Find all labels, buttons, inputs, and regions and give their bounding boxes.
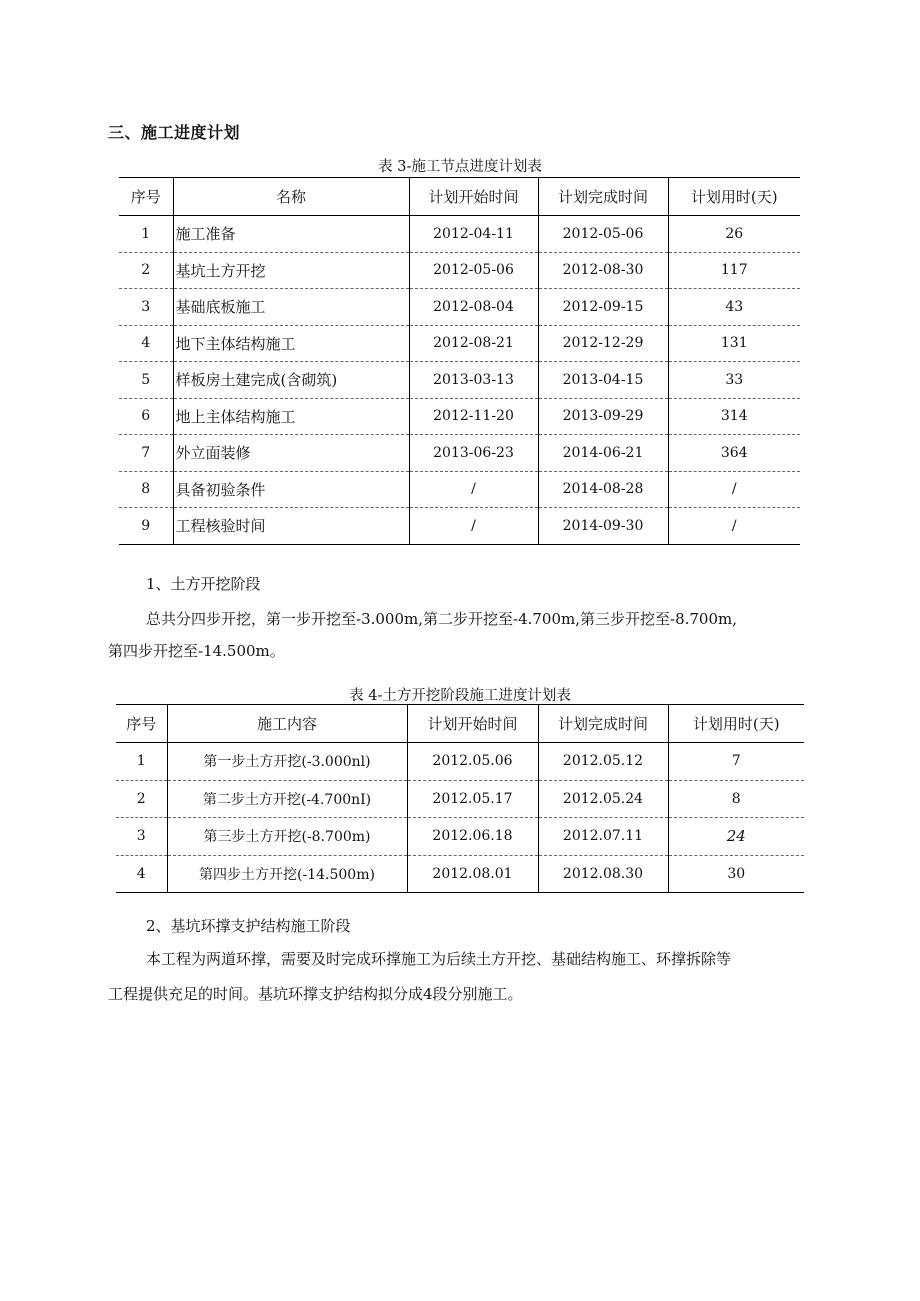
task-name: 地上主体结构施工: [173, 398, 409, 435]
start-date: 2012.05.17: [407, 780, 538, 818]
earthwork-heading: 1、土方开挖阶段: [146, 575, 261, 593]
table-row: [116, 818, 804, 856]
task-name: 样板房土建完成(含砌筑): [173, 362, 409, 399]
header-cell: 计划用时(天): [668, 178, 800, 216]
duration-days: /: [668, 508, 800, 545]
table-header-row: [116, 705, 804, 743]
earthwork-text-line: 第四步开挖至-14.500m。: [108, 642, 285, 660]
table-row: [119, 362, 800, 399]
work-content: 第四步土方开挖(-14.500m): [167, 855, 407, 893]
node-schedule-table: [119, 177, 800, 545]
table-row: [119, 471, 800, 508]
section-title: 三、施工进度计划: [108, 123, 241, 142]
start-date: 2012-08-21: [409, 325, 538, 362]
start-date: 2012-05-06: [409, 252, 538, 289]
duration-days: /: [668, 471, 800, 508]
duration-days: 33: [668, 362, 800, 399]
start-date: 2013-03-13: [409, 362, 538, 399]
header-cell: 序号: [119, 178, 173, 216]
header-cell: 计划用时(天): [668, 705, 804, 743]
row-index: 1: [116, 743, 167, 781]
support-text-line: 工程提供充足的时间。基坑环撑支护结构拟分成4段分别施工。: [108, 985, 523, 1003]
end-date: 2013-09-29: [538, 398, 668, 435]
duration-days: 364: [668, 435, 800, 472]
earthwork-text-line: 总共分四步开挖，第一步开挖至-3.000m,第二步开挖至-4.700m,第三步开挖至-8.700m,: [146, 610, 738, 628]
start-date: 2012-08-04: [409, 289, 538, 326]
earthwork-schedule-table: [116, 704, 804, 893]
end-date: 2012.08.30: [538, 855, 668, 893]
table-row: [119, 398, 800, 435]
end-date: 2012.07.11: [538, 818, 668, 856]
task-name: 外立面装修: [173, 435, 409, 472]
table-header-row: [119, 178, 800, 216]
table-row: [119, 252, 800, 289]
table-row: [119, 216, 800, 253]
end-date: 2012-09-15: [538, 289, 668, 326]
duration-days: 131: [668, 325, 800, 362]
row-index: 9: [119, 508, 173, 545]
start-date: 2012-11-20: [409, 398, 538, 435]
row-index: 5: [119, 362, 173, 399]
row-index: 1: [119, 216, 173, 253]
header-cell: 计划开始时间: [409, 178, 538, 216]
header-cell: 计划完成时间: [538, 705, 668, 743]
end-date: 2012-05-06: [538, 216, 668, 253]
duration-days: 8: [668, 780, 804, 818]
row-index: 2: [119, 252, 173, 289]
end-date: 2013-04-15: [538, 362, 668, 399]
task-name: 施工准备: [173, 216, 409, 253]
header-cell: 施工内容: [167, 705, 407, 743]
table-row: [116, 855, 804, 893]
task-name: 工程核验时间: [173, 508, 409, 545]
start-date: 2012.05.06: [407, 743, 538, 781]
end-date: 2014-09-30: [538, 508, 668, 545]
row-index: 7: [119, 435, 173, 472]
end-date: 2012-12-29: [538, 325, 668, 362]
duration-days: 30: [668, 855, 804, 893]
duration-days: 26: [668, 216, 800, 253]
duration-days: 24: [668, 818, 804, 856]
header-cell: 序号: [116, 705, 167, 743]
end-date: 2012.05.12: [538, 743, 668, 781]
start-date: /: [409, 471, 538, 508]
end-date: 2014-06-21: [538, 435, 668, 472]
row-index: 4: [119, 325, 173, 362]
table-row: [119, 508, 800, 545]
start-date: 2013-06-23: [409, 435, 538, 472]
task-name: 具备初验条件: [173, 471, 409, 508]
task-name: 基坑土方开挖: [173, 252, 409, 289]
header-cell: 计划完成时间: [538, 178, 668, 216]
work-content: 第三步土方开挖(-8.700m): [167, 818, 407, 856]
task-name: 基础底板施工: [173, 289, 409, 326]
support-text-line: 本工程为两道环撑，需要及时完成环撑施工为后续土方开挖、基础结构施工、环撑拆除等: [146, 950, 732, 968]
end-date: 2014-08-28: [538, 471, 668, 508]
end-date: 2012.05.24: [538, 780, 668, 818]
duration-days: 314: [668, 398, 800, 435]
row-index: 3: [119, 289, 173, 326]
table3-caption: 表 3-施工节点进度计划表: [378, 159, 542, 175]
table-row: [119, 325, 800, 362]
start-date: 2012.08.01: [407, 855, 538, 893]
end-date: 2012-08-30: [538, 252, 668, 289]
work-content: 第二步土方开挖(-4.700nI): [167, 780, 407, 818]
row-index: 4: [116, 855, 167, 893]
row-index: 2: [116, 780, 167, 818]
start-date: 2012-04-11: [409, 216, 538, 253]
header-cell: 名称: [173, 178, 409, 216]
start-date: 2012.06.18: [407, 818, 538, 856]
table-row: [119, 435, 800, 472]
row-index: 8: [119, 471, 173, 508]
row-index: 3: [116, 818, 167, 856]
header-cell: 计划开始时间: [407, 705, 538, 743]
table-row: [116, 780, 804, 818]
table-row: [119, 289, 800, 326]
row-index: 6: [119, 398, 173, 435]
table-row: [116, 743, 804, 781]
duration-days: 43: [668, 289, 800, 326]
start-date: /: [409, 508, 538, 545]
support-heading: 2、基坑环撑支护结构施工阶段: [146, 917, 351, 935]
duration-days: 117: [668, 252, 800, 289]
duration-days: 7: [668, 743, 804, 781]
task-name: 地下主体结构施工: [173, 325, 409, 362]
work-content: 第一步土方开挖(-3.000nl): [167, 743, 407, 781]
table4-caption: 表 4-土方开挖阶段施工进度计划表: [349, 688, 571, 704]
